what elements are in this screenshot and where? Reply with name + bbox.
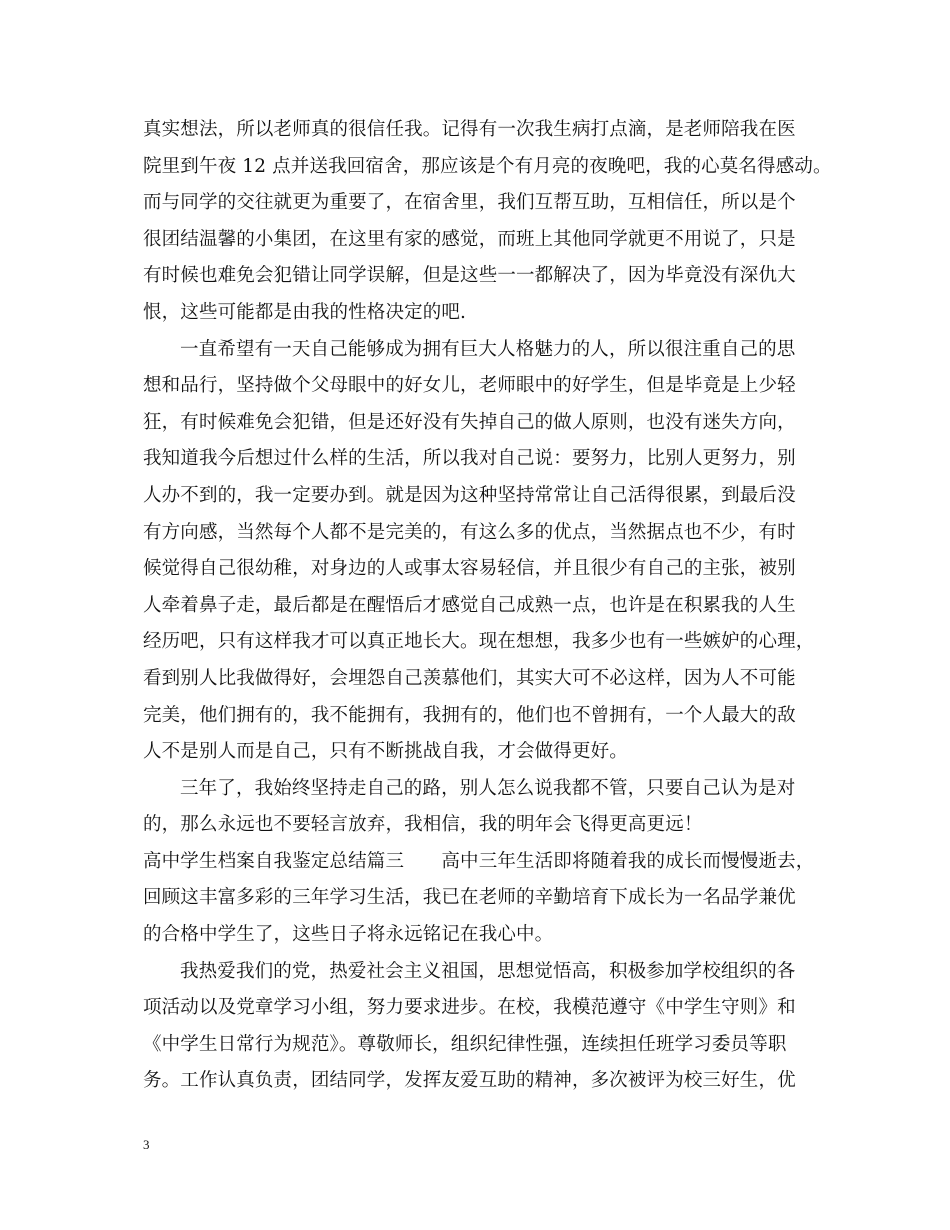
text-line: 的，那么永远也不要轻言放弃，我相信，我的明年会飞得更高更远！ <box>143 814 703 836</box>
body-text <box>143 112 832 1100</box>
text-line: 很团结温馨的小集团，在这里有家的感觉，而班上其他同学就更不用说了，只是 <box>143 228 796 250</box>
text-line: 院里到午夜 12 点并送我回宿舍，那应该是个有月亮的夜晚吧，我的心莫名得感动。 <box>143 155 832 177</box>
text-line: 而与同学的交往就更为重要了，在宿舍里，我们互帮互助，互相信任，所以是个 <box>143 192 796 214</box>
text-line: 经历吧，只有这样我才可以真正地长大。现在想想，我多少也有一些嫉妒的心理， <box>143 631 815 653</box>
text-line: 有方向感，当然每个人都不是完美的，有这么多的优点，当然据点也不少，有时 <box>143 521 796 543</box>
text-line: 狂，有时候难免会犯错，但是还好没有失掉自己的做人原则，也没有迷失方向， <box>143 411 796 433</box>
text-line: 完美，他们拥有的，我不能拥有，我拥有的，他们也不曾拥有，一个人最大的敌 <box>143 704 796 726</box>
text-line: 务。工作认真负责，团结同学，发挥友爱互助的精神，多次被评为校三好生，优 <box>143 1070 796 1092</box>
text-line: 我知道我今后想过什么样的生活，所以我对自己说：要努力，比别人更努力，别 <box>143 448 796 470</box>
text-line: 回顾这丰富多彩的三年学习生活，我已在老师的辛勤培育下成长为一名品学兼优 <box>143 887 796 909</box>
text-line: 想和品行，坚持做个父母眼中的好女儿，老师眼中的好学生，但是毕竟是上少轻 <box>143 375 796 397</box>
text-line: 人不是别人而是自己，只有不断挑战自我，才会做得更好。 <box>143 741 628 763</box>
text-line: 恨，这些可能都是由我的性格决定的吧. <box>143 301 467 323</box>
text-line: 人牵着鼻子走，最后都是在醒悟后才感觉自己成熟一点，也许是在积累我的人生 <box>143 594 796 616</box>
paragraph-first-line: 我热爱我们的党，热爱社会主义祖国，思想觉悟高，积极参加学校组织的各 <box>180 960 796 982</box>
text-line: 人办不到的，我一定要办到。就是因为这种坚持常常让自己活得很累，到最后没 <box>143 484 796 506</box>
text-line: 的合格中学生了，这些日子将永远铭记在我心中。 <box>143 924 554 946</box>
text-line: 项活动以及党章学习小组，努力要求进步。在校，我模范遵守《中学生守则》和 <box>143 997 796 1019</box>
paragraph-first-line: 三年了，我始终坚持走自己的路，别人怎么说我都不管，只要自己认为是对 <box>180 777 796 799</box>
section-heading-line: 高中学生档案自我鉴定总结篇三 高中三年生活即将随着我的成长而慢慢逝去， <box>143 850 815 872</box>
page-number: 3 <box>143 1137 150 1152</box>
text-line: 《中学生日常行为规范》。尊敬师长，组织纪律性强，连续担任班学习委员等职 <box>143 1033 787 1055</box>
text-line: 看到别人比我做得好，会埋怨自己羡慕他们，其实大可不必这样，因为人不可能 <box>143 667 796 689</box>
text-line: 真实想法，所以老师真的很信任我。记得有一次我生病打点滴，是老师陪我在医 <box>143 119 796 140</box>
paragraph-first-line: 一直希望有一天自己能够成为拥有巨大人格魅力的人，所以很注重自己的思 <box>180 338 796 360</box>
text-line: 候觉得自己很幼稚，对身边的人或事太容易轻信，并且很少有自己的主张，被别 <box>143 558 796 580</box>
text-line: 有时候也难免会犯错让同学误解，但是这些一一都解决了，因为毕竟没有深仇大 <box>143 265 796 287</box>
